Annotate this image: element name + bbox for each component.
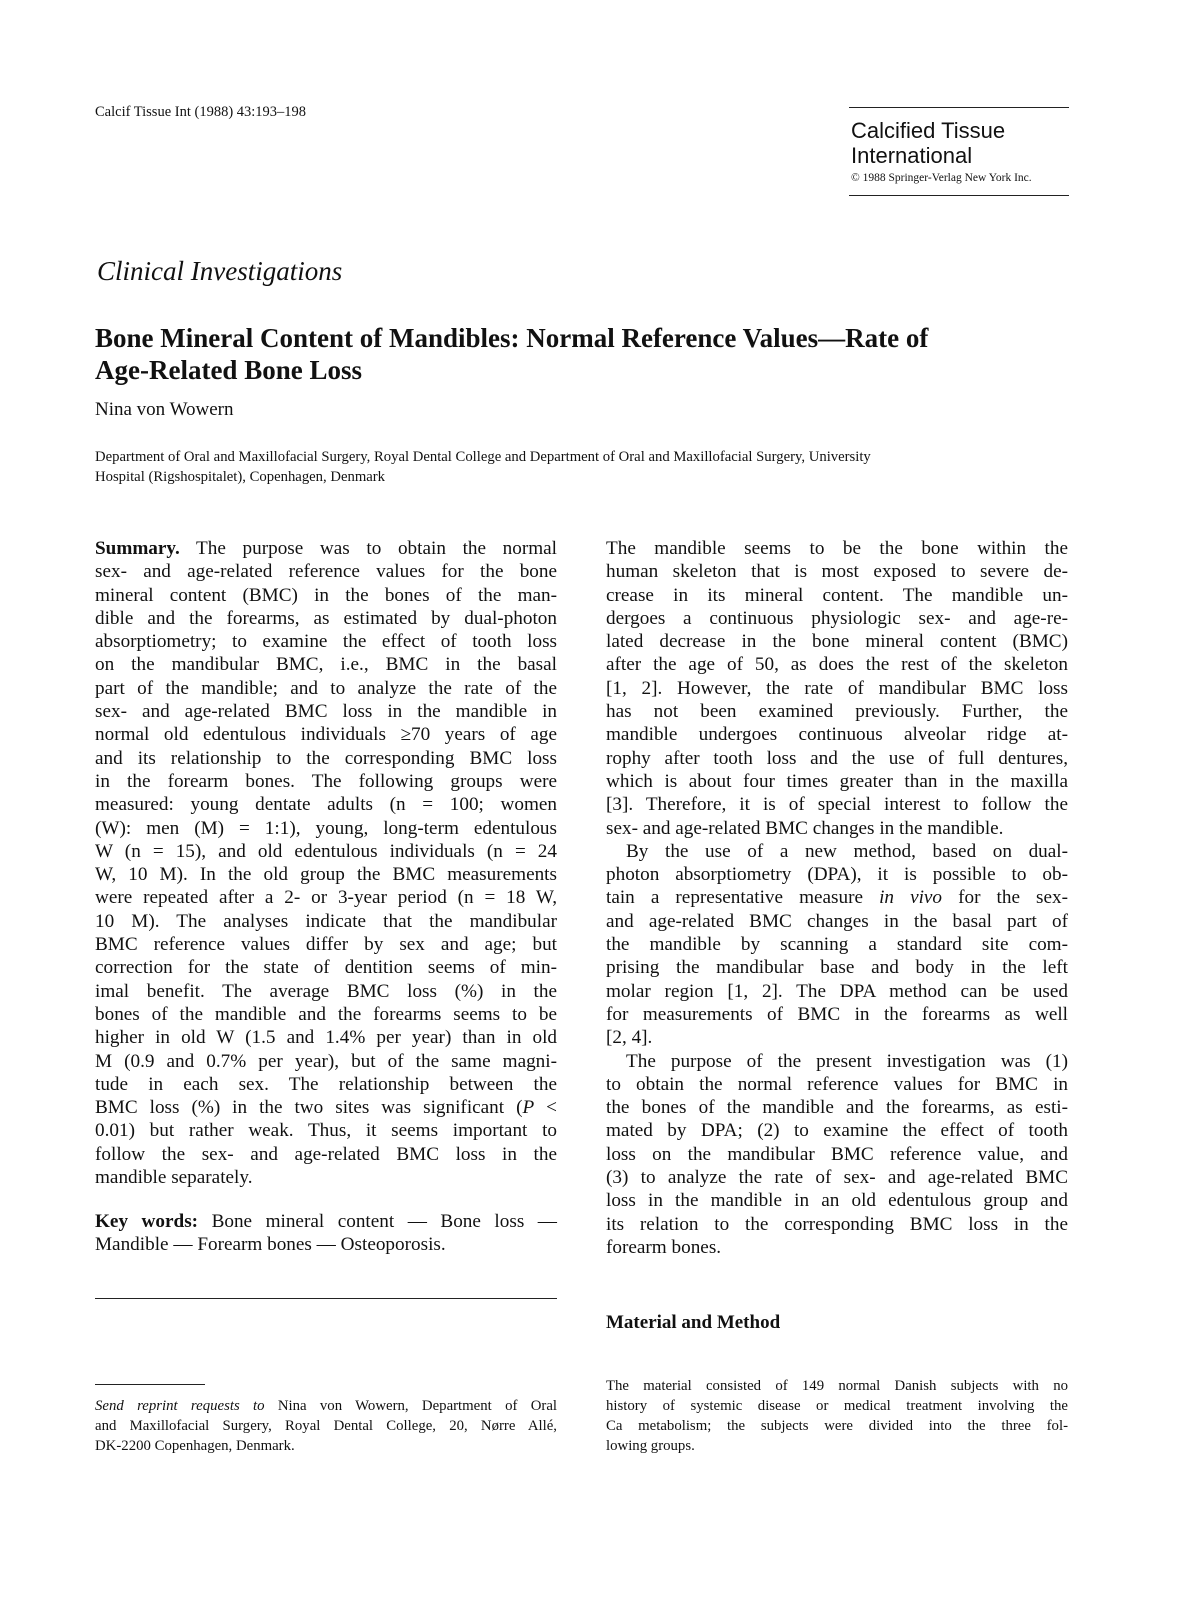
text-line: mandible separately. <box>95 1167 253 1189</box>
text-line: [2, 4]. <box>606 1027 653 1049</box>
text-line: 0.01) but rather weak. Thus, it seems important to <box>95 1120 557 1142</box>
text-line: W, 10 M). In the old group the BMC measurements <box>95 864 557 886</box>
bold-label: Key words: <box>95 1211 199 1232</box>
text-line: sex- and age-related BMC changes in the mandible. <box>606 817 1004 839</box>
text-line: The material consisted of 149 normal Danish subjects with no <box>606 1378 1068 1394</box>
text-line: measured: young dentate adults (n = 100; women <box>95 794 557 816</box>
introduction <box>606 537 1068 1259</box>
text-line: Key words: Bone mineral content — Bone loss — <box>95 1211 557 1232</box>
article-title <box>95 322 1075 386</box>
text-line: Mandible — Forearm bones — Osteoporosis. <box>95 1234 446 1256</box>
text-line: normal old edentulous individuals ≥70 years of age <box>95 724 557 746</box>
text-line: rophy after tooth loss and the use of full dentures, <box>606 747 1068 769</box>
text-line: on the mandibular BMC, i.e., BMC in the basal <box>95 654 557 676</box>
paragraph <box>606 537 1068 840</box>
section-heading: Clinical Investigations <box>97 256 343 286</box>
bold-label: Summary. <box>95 538 180 559</box>
text-line: (W): men (M) = 1:1), young, long-term edentulous <box>95 817 557 839</box>
text-line: in the forearm bones. The following groups were <box>95 770 557 792</box>
text-line: imal benefit. The average BMC loss (%) in the <box>95 980 557 1002</box>
text-line: dergoes a continuous physiologic sex- and age-re- <box>606 607 1068 629</box>
text-line: tude in each sex. The relationship between the <box>95 1073 557 1095</box>
text-line: Summary. The purpose was to obtain the normal <box>95 538 557 559</box>
text-line: tain a representative measure in vivo for the sex- <box>606 887 1068 909</box>
affiliation <box>95 448 1070 487</box>
text-line: which is about four times greater than in the maxilla <box>606 770 1068 792</box>
text-line: for measurements of BMC in the forearms as well <box>606 1003 1068 1025</box>
paragraph <box>95 537 557 1189</box>
text-line: prising the mandibular base and body in the left <box>606 957 1068 979</box>
text-line: and Maxillofacial Surgery, Royal Dental College, 20, Nørre Allé, <box>95 1418 557 1434</box>
text-line: higher in old W (1.5 and 1.4% per year) than in old <box>95 1027 557 1049</box>
text-line: Send reprint requests to Nina von Wowern, Department of Oral <box>95 1398 557 1414</box>
keywords <box>95 1210 557 1257</box>
text-line: the bones of the mandible and the forearms, as esti- <box>606 1097 1068 1119</box>
text-line: after the age of 50, as does the rest of the skeleton <box>606 654 1068 676</box>
text-line: to obtain the normal reference values for BMC in <box>606 1073 1068 1095</box>
footnote <box>95 1396 557 1456</box>
text-line: (3) to analyze the rate of sex- and age-related BMC <box>606 1167 1068 1189</box>
journal-name-line1: Calcified Tissue <box>851 118 1006 143</box>
text-line: loss in the mandible in an old edentulous group and <box>606 1190 1068 1212</box>
text-line: [3]. Therefore, it is of special interest to follow the <box>606 794 1068 816</box>
journal-citation: Calcif Tissue Int (1988) 43:193–198 <box>95 104 307 120</box>
text-line: lated decrease in the bone mineral content (BMC) <box>606 631 1068 653</box>
text-line: loss on the mandibular BMC reference value, and <box>606 1143 1068 1165</box>
affiliation-line: Hospital (Rigshospitalet), Copenhagen, Denmark <box>95 468 386 485</box>
title-line: Bone Mineral Content of Mandibles: Normal Reference Values—Rate of <box>95 323 929 353</box>
header-rule-bottom <box>849 195 1069 196</box>
text-line: mated by DPA; (2) to examine the effect of tooth <box>606 1120 1068 1142</box>
text-line: forearm bones. <box>606 1236 722 1258</box>
text-line: dible and the forearms, as estimated by dual-photon <box>95 607 557 629</box>
italic-text: P <box>522 1097 535 1119</box>
text-line: follow the sex- and age-related BMC loss in the <box>95 1143 557 1165</box>
text-line: part of the mandible; and to analyze the rate of the <box>95 677 557 699</box>
methods-text <box>606 1376 1068 1456</box>
text-line: The purpose of the present investigation was (1) <box>626 1050 1068 1072</box>
text-line: BMC reference values differ by sex and age; but <box>95 934 557 956</box>
text-line: mandible undergoes continuous alveolar ridge at- <box>606 724 1068 746</box>
journal-name <box>851 118 1005 168</box>
author: Nina von Wowern <box>95 399 234 420</box>
column-divider <box>95 1298 557 1299</box>
text-line: sex- and age-related reference values for the bone <box>95 561 557 583</box>
text-line: correction for the state of dentition seems of min- <box>95 957 557 979</box>
text-line: human skeleton that is most exposed to severe de- <box>606 561 1068 583</box>
text-line: [1, 2]. However, the rate of mandibular BMC loss <box>606 677 1068 699</box>
text-line: By the use of a new method, based on dual- <box>626 840 1068 862</box>
text-line: its relation to the corresponding BMC loss in the <box>606 1213 1068 1235</box>
copyright: © 1988 Springer-Verlag New York Inc. <box>851 172 1032 184</box>
title-line: Age-Related Bone Loss <box>95 355 362 385</box>
text-line: the mandible by scanning a standard site com- <box>606 934 1068 956</box>
header-rule-top <box>849 107 1069 108</box>
text-line: were repeated after a 2- or 3-year period (n = 18 W, <box>95 887 557 909</box>
text-line: M (0.9 and 0.7% per year), but of the same magni- <box>95 1050 557 1072</box>
methods-heading: Material and Method <box>606 1312 781 1333</box>
text-line: history of systemic disease or medical treatment involving the <box>606 1398 1068 1414</box>
text-line: BMC loss (%) in the two sites was significant (P < <box>95 1097 557 1119</box>
text-line: photon absorptiometry (DPA), it is possible to ob- <box>606 864 1068 886</box>
text-line: sex- and age-related BMC loss in the mandible in <box>95 701 557 723</box>
text-line: molar region [1, 2]. The DPA method can be used <box>606 980 1068 1002</box>
text-line: absorptiometry; to examine the effect of tooth loss <box>95 631 557 653</box>
text-line: 10 M). The analyses indicate that the mandibular <box>95 910 557 932</box>
paragraph <box>606 1050 1068 1260</box>
text-line: DK-2200 Copenhagen, Denmark. <box>95 1438 295 1454</box>
summary <box>95 537 557 1189</box>
text-line: bones of the mandible and the forearms seems to be <box>95 1003 557 1025</box>
text-line: W (n = 15), and old edentulous individuals (n = 24 <box>95 840 557 862</box>
text-line: Ca metabolism; the subjects were divided into the three fol- <box>606 1418 1068 1434</box>
italic-text: Send reprint requests to <box>95 1398 265 1414</box>
paragraph <box>606 840 1068 1050</box>
text-line: mineral content (BMC) in the bones of the man- <box>95 584 557 606</box>
text-line: has not been examined previously. Further, the <box>606 701 1068 723</box>
footnote-rule <box>95 1384 205 1385</box>
text-line: and age-related BMC changes in the basal part of <box>606 910 1068 932</box>
paragraph <box>95 1210 557 1257</box>
affiliation-line: Department of Oral and Maxillofacial Surgery, Royal Dental College and Department of Oral and Maxillofacial Surgery, University <box>95 449 871 465</box>
text-line: The mandible seems to be the bone within the <box>606 538 1068 559</box>
text-line: lowing groups. <box>606 1438 695 1454</box>
text-line: crease in its mineral content. The mandible un- <box>606 584 1068 606</box>
journal-name-line2: International <box>851 143 973 168</box>
italic-text: in vivo <box>879 887 943 909</box>
text-line: and its relationship to the corresponding BMC loss <box>95 747 557 769</box>
